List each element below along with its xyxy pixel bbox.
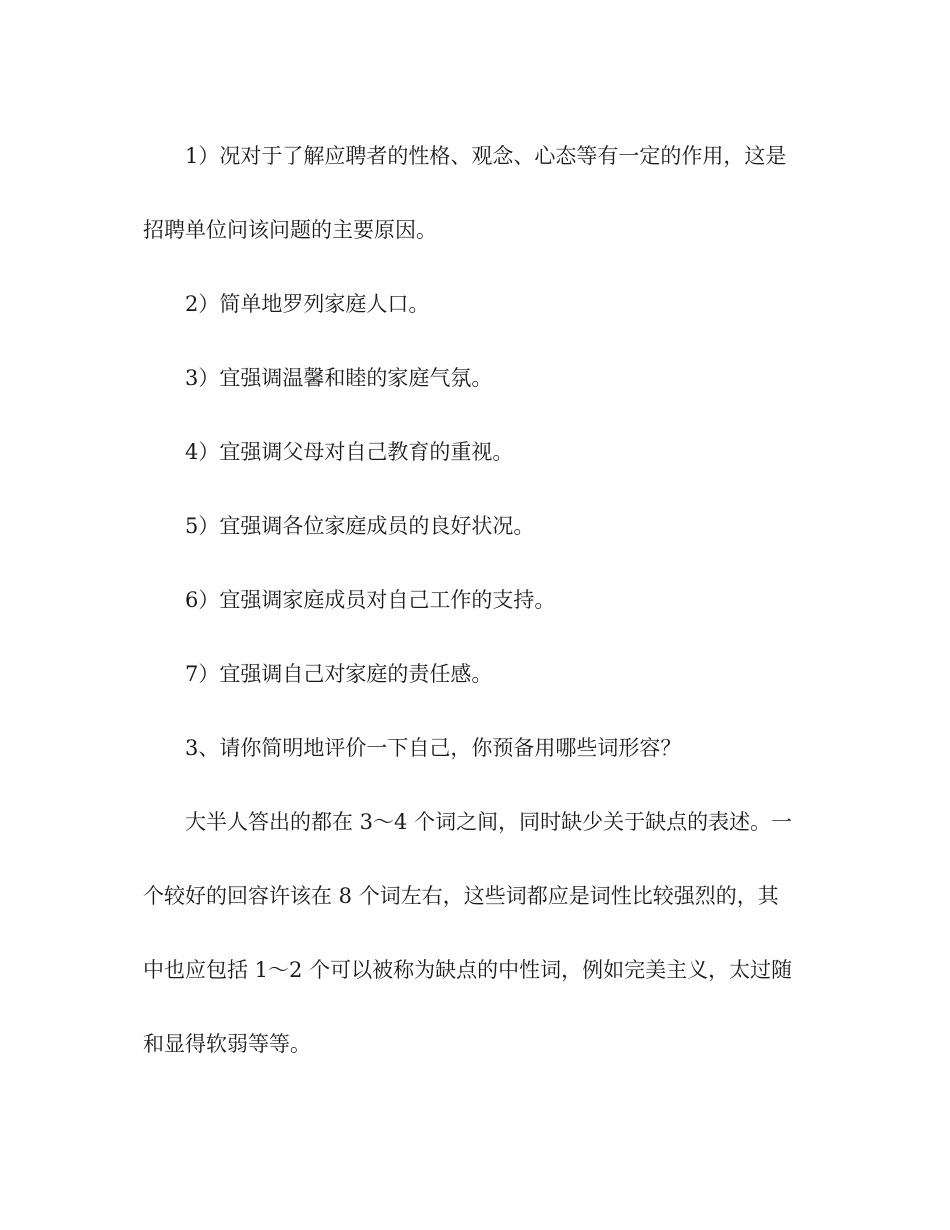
paragraph-line: 招聘单位问该问题的主要原因。: [143, 218, 437, 242]
paragraph-line: 和显得软弱等等。: [143, 1032, 311, 1056]
paragraph-line: 中也应包括 1～2 个可以被称为缺点的中性词，例如完美主义，太过随: [143, 958, 793, 982]
paragraph-line: 6）宜强调家庭成员对自己工作的支持。: [185, 588, 556, 612]
list-item-5: [143, 508, 809, 545]
paragraph-line: 1）况对于了解应聘者的性格、观念、心态等有一定的作用，这是: [185, 144, 787, 168]
list-item-4: [143, 434, 809, 471]
answer-paragraph: [143, 804, 809, 1063]
paragraph-line: 3）宜强调温馨和睦的家庭气氛。: [185, 366, 493, 390]
list-item-3: [143, 360, 809, 397]
question-heading: [143, 730, 809, 767]
paragraph-line: 3、请你简明地评价一下自己，你预备用哪些词形容？: [185, 736, 682, 760]
paragraph-1: [143, 138, 809, 249]
paragraph-line: 7）宜强调自己对家庭的责任感。: [185, 662, 493, 686]
list-item-7: [143, 656, 809, 693]
list-item-6: [143, 582, 809, 619]
paragraph-line: 大半人答出的都在 3～4 个词之间，同时缺少关于缺点的表述。一: [185, 810, 793, 834]
paragraph-line: 5）宜强调各位家庭成员的良好状况。: [185, 514, 535, 538]
paragraph-line: 4）宜强调父母对自己教育的重视。: [185, 440, 514, 464]
list-item-2: [143, 286, 809, 323]
paragraph-line: 个较好的回容许该在 8 个词左右，这些词都应是词性比较强烈的，其: [143, 884, 779, 908]
paragraph-line: 2）简单地罗列家庭人口。: [185, 292, 430, 316]
